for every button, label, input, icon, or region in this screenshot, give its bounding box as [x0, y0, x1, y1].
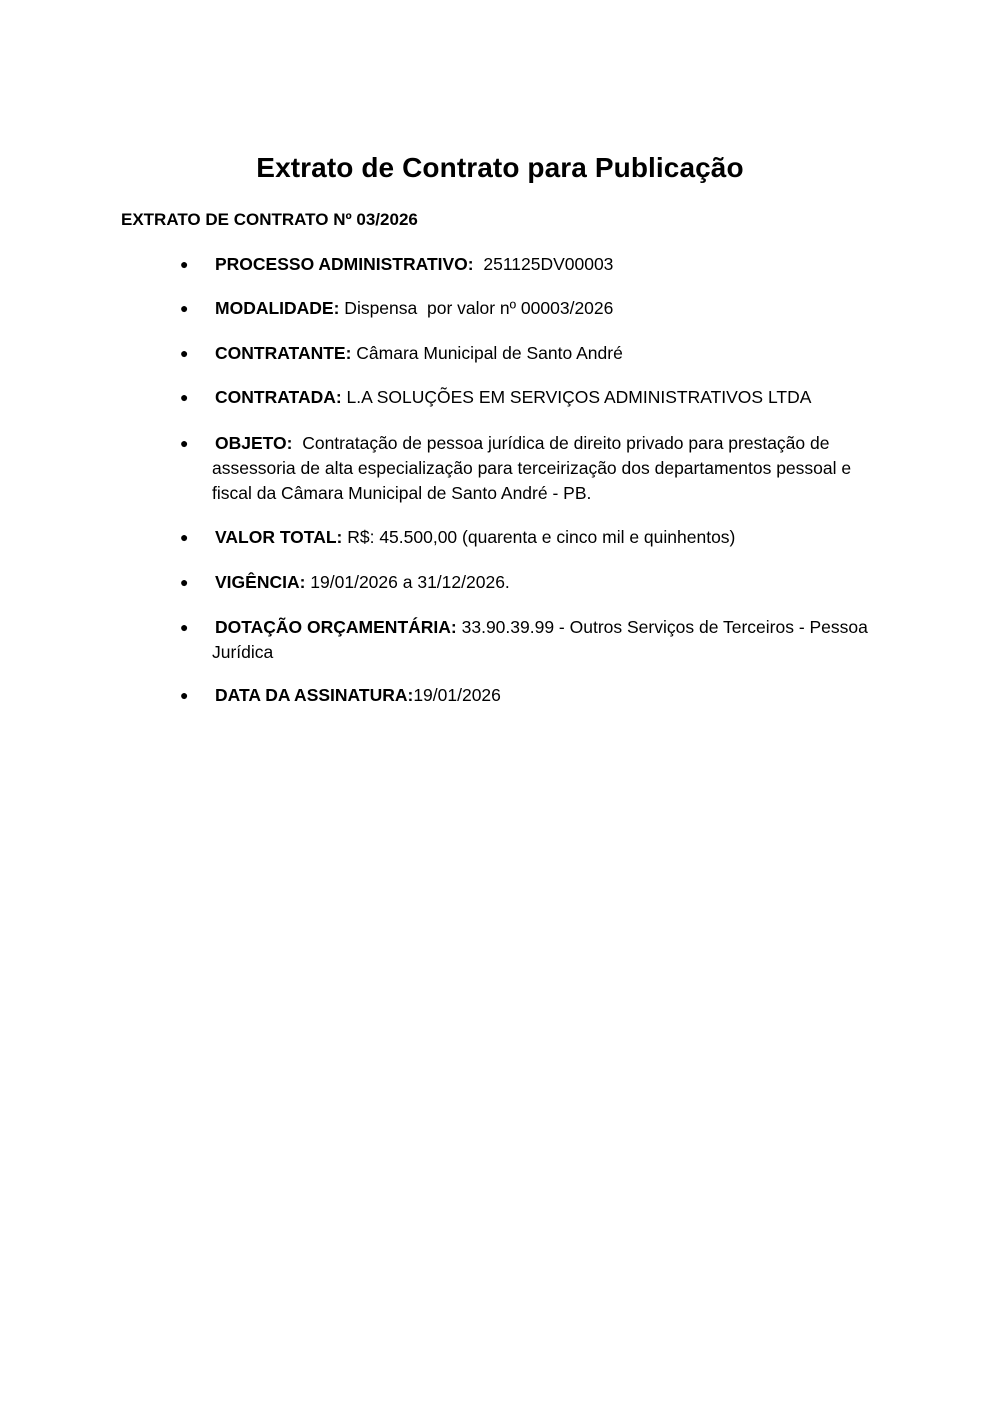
list-item-dotacao-orcamentaria	[180, 615, 877, 665]
list-item-processo-administrativo	[180, 252, 877, 277]
list-item-contratada	[180, 385, 877, 410]
bullet-icon: ●	[180, 574, 189, 590]
item-value: 33.90.39.99 - Outros Serviços de Terceiros - Pessoa Jurídica	[212, 617, 873, 662]
item-value: 251125DV00003	[473, 254, 614, 274]
item-label: CONTRATANTE:	[215, 343, 352, 363]
item-label: VALOR TOTAL:	[215, 527, 343, 547]
item-label: MODALIDADE:	[215, 298, 340, 318]
item-label: DATA DA ASSINATURA:	[215, 685, 414, 705]
item-value: R$: 45.500,00 (quarenta e cinco mil e quinhentos)	[342, 527, 736, 547]
contract-number-heading: EXTRATO DE CONTRATO Nº 03/2026	[121, 210, 418, 229]
bullet-icon: ●	[180, 256, 189, 272]
item-value: 19/01/2026	[413, 685, 501, 705]
item-value: L.A SOLUÇÕES EM SERVIÇOS ADMINISTRATIVOS LTDA	[341, 387, 812, 407]
bullet-icon: ●	[180, 345, 189, 361]
list-item-objeto	[180, 431, 877, 506]
list-item-data-da-assinatura	[180, 683, 877, 708]
item-label: PROCESSO ADMINISTRATIVO:	[215, 254, 474, 274]
bullet-icon: ●	[180, 687, 189, 703]
list-item-contratante	[180, 341, 877, 366]
list-item-vigencia	[180, 570, 877, 595]
list-item-valor-total	[180, 525, 877, 550]
item-value: Dispensa por valor nº 00003/2026	[339, 298, 614, 318]
item-label: CONTRATADA:	[215, 387, 342, 407]
bullet-icon: ●	[180, 619, 189, 635]
list-item-modalidade	[180, 296, 877, 321]
bullet-icon: ●	[180, 435, 189, 451]
item-value: Contratação de pessoa jurídica de direito privado para prestação de assessoria de alta especialização para terceirização dos departamentos pessoal e fiscal da Câmara Municipal de Santo André - PB.	[212, 433, 856, 503]
bullet-icon: ●	[180, 529, 189, 545]
item-label: OBJETO:	[215, 433, 293, 453]
bullet-icon: ●	[180, 300, 189, 316]
page-title: Extrato de Contrato para Publicação	[256, 152, 744, 183]
item-value: 19/01/2026 a 31/12/2026.	[305, 572, 510, 592]
item-label: DOTAÇÃO ORÇAMENTÁRIA:	[215, 617, 457, 637]
item-label: VIGÊNCIA:	[215, 572, 306, 592]
bullet-icon: ●	[180, 389, 189, 405]
item-value: Câmara Municipal de Santo André	[351, 343, 623, 363]
